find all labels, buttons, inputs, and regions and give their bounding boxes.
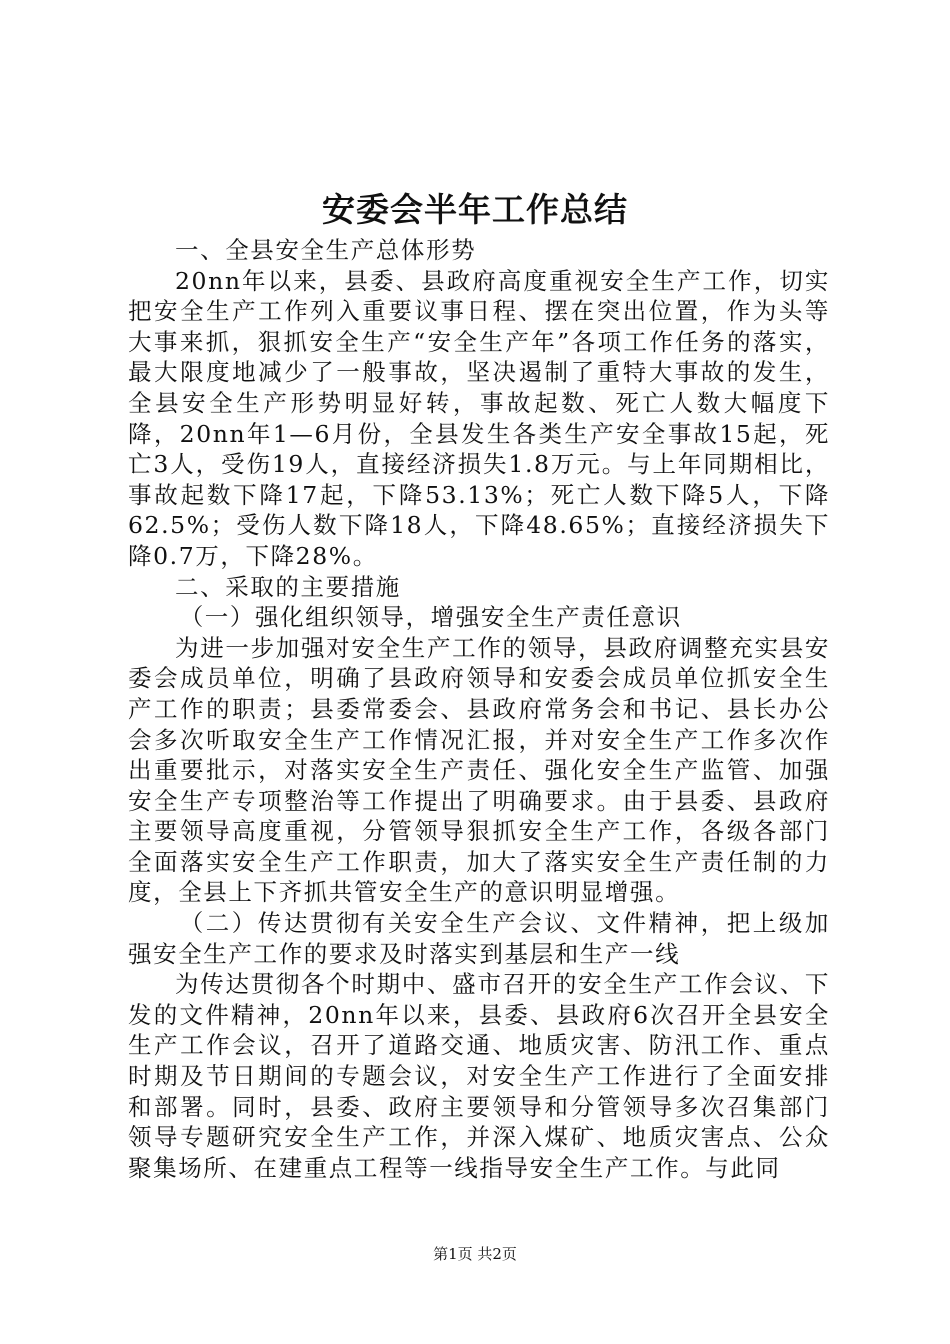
- paragraph-meetings: 为传达贯彻各个时期中、盛市召开的安全生产工作会议、下发的文件精神，20nn年以来，县委、县政府6次召开全县安全生产工作会议，召开了道路交通、地质灾害、防汛工作、重点时期及节日期间的专题会议，对安全生产工作进行了全面安排和部署。同时，县委、政府主要领导和分管领导多次召集部门领导专题研究安全生产工作，并深入煤矿、地质灾害点、公众聚集场所、在建重点工程等一线指导安全生产工作。与此同: [128, 970, 830, 1182]
- paragraph-leadership: 为进一步加强对安全生产工作的领导，县政府调整充实县安委会成员单位，明确了县政府领导和安委会成员单位抓安全生产工作的职责；县委常委会、县政府常务会和书记、县长办公会多次听取安全生产工作情况汇报，并对安全生产工作多次作出重要批示，对落实安全生产责任、强化安全生产监管、加强安全生产专项整治等工作提出了明确要求。由于县委、县政府主要领导高度重视，分管领导狠抓安全生产工作，各级各部门全面落实安全生产工作职责，加大了落实安全生产责任制的力度，全县上下齐抓共管安全生产的意识明显增强。: [128, 633, 830, 907]
- paragraph-situation: 20nn年以来，县委、县政府高度重视安全生产工作，切实把安全生产工作列入重要议事日程、摆在突出位置，作为头等大事来抓，狠抓安全生产“安全生产年”各项工作任务的落实，最大限度地减少了一般事故，坚决遏制了重特大事故的发生，全县安全生产形势明显好转，事故起数、死亡人数大幅度下降，20nn年1—6月份，全县发生各类生产安全事故15起，死亡3人，受伤19人，直接经济损失1.8万元。与上年同期相比，事故起数下降17起，下降53.13%；死亡人数下降5人，下降62.5%；受伤人数下降18人，下降48.65%；直接经济损失下降0.7万，下降28%。: [128, 266, 830, 570]
- subheading-1: （一）强化组织领导，增强安全生产责任意识: [179, 603, 682, 632]
- document-body: [128, 235, 830, 1183]
- subheading-2: （二）传达贯彻有关安全生产会议、文件精神，把上级加强安全生产工作的要求及时落实到基层和生产一线: [128, 909, 830, 968]
- document-title: 安委会半年工作总结: [322, 190, 628, 229]
- section-heading-1: 一、全县安全生产总体形势: [175, 236, 477, 264]
- page-footer: 第1页 共2页: [433, 1245, 517, 1263]
- section-heading-2: 二、采取的主要措施: [175, 572, 401, 601]
